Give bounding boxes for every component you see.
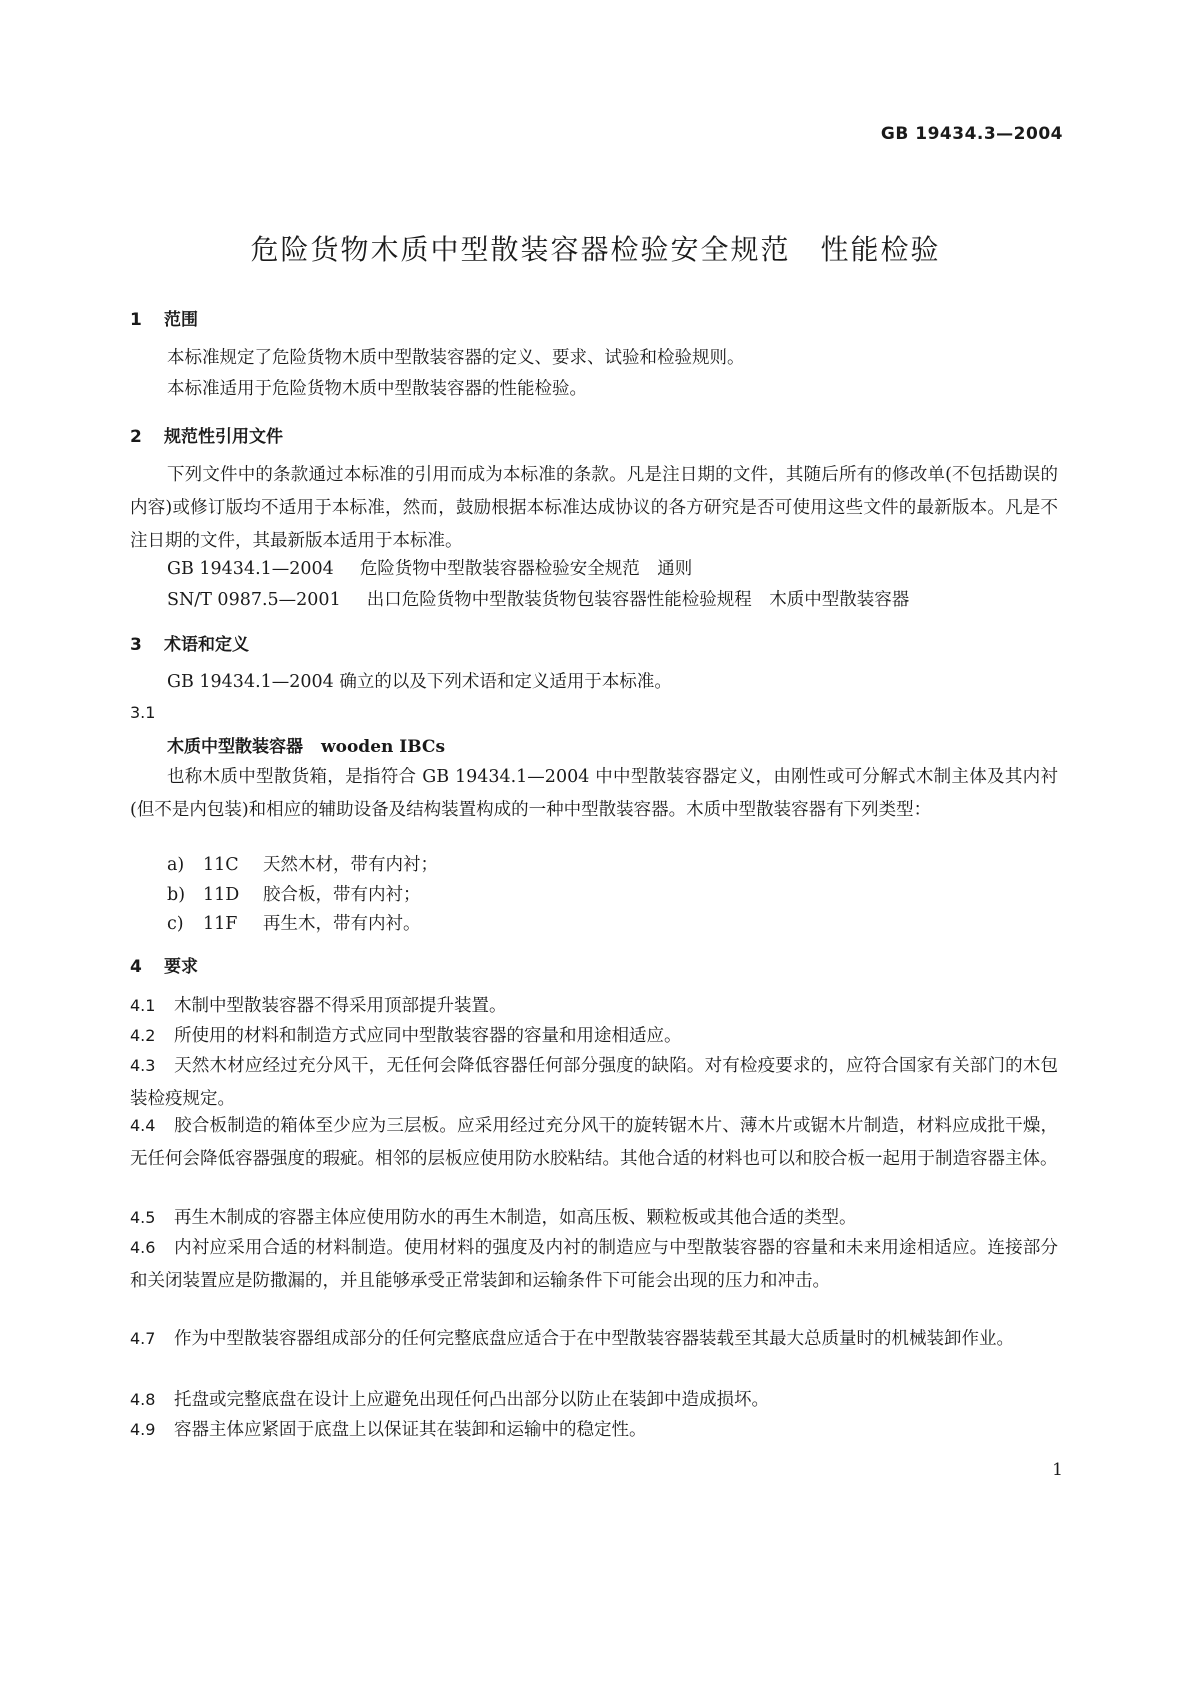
reference-code: SN/T 0987.5—2001 — [167, 590, 341, 610]
section-1-heading — [130, 305, 198, 330]
clause-text: 天然木材应经过充分风干，无任何会降低容器任何部分强度的缺陷。对有检疫要求的，应符合国家有关部门的木包装检疫规定。 — [130, 1056, 1058, 1109]
clause-number: 4.6 — [130, 1238, 156, 1257]
term-english: wooden IBCs — [321, 737, 446, 757]
type-desc: 天然木材，带有内衬； — [263, 855, 438, 875]
reference-title: 危险货物中型散装容器检验安全规范 通则 — [359, 559, 693, 579]
section-4-heading — [130, 952, 198, 977]
section-3-heading — [130, 630, 249, 655]
section-number: 3 — [130, 635, 142, 655]
clause-text: 胶合板制造的箱体至少应为三层板。应采用经过充分风干的旋转锯木片、薄木片或锯木片制造，材料应成批干燥，无任何会降低容器强度的瑕疵。相邻的层板应使用防水胶粘结。其他合适的材料也可以和胶合板一起用于制造容器主体。 — [130, 1116, 1058, 1169]
list-item — [167, 851, 438, 876]
clause-text: 再生木制成的容器主体应使用防水的再生木制造，如高压板、颗粒板或其他合适的类型。 — [174, 1208, 857, 1228]
paragraph: GB 19434.1—2004 确立的以及下列术语和定义适用于本标准。 — [167, 672, 672, 692]
list-item — [167, 910, 421, 935]
clause-4-7 — [130, 1322, 1058, 1356]
paragraph: 本标准适用于危险货物木质中型散装容器的性能检验。 — [167, 379, 587, 399]
type-desc: 再生木，带有内衬。 — [263, 914, 421, 934]
clause-4-8 — [130, 1383, 1058, 1417]
clause-4-9 — [130, 1413, 1058, 1447]
term-definition: 也称木质中型散货箱，是指符合 GB 19434.1—2004 中中型散装容器定义，由刚性或可分解式木制主体及其内衬(但不是内包装)和相应的辅助设备及结构装置构成的一种中型散装容器。木质中型散装容器有下列类型： — [130, 767, 1058, 820]
clause-text: 容器主体应紧固于底盘上以保证其在装卸和运输中的稳定性。 — [174, 1420, 647, 1440]
section-title: 范围 — [164, 310, 198, 330]
normative-reference — [167, 585, 909, 615]
clause-text: 所使用的材料和制造方式应同中型散装容器的容量和用途相适应。 — [174, 1026, 682, 1046]
clause-4-1 — [130, 989, 1058, 1023]
clause-4-2 — [130, 1019, 1058, 1053]
section-title: 规范性引用文件 — [164, 427, 283, 447]
paragraph: 下列文件中的条款通过本标准的引用而成为本标准的条款。凡是注日期的文件，其随后所有的修改单(不包括勘误的内容)或修订版均不适用于本标准，然而，鼓励根据本标准达成协议的各方研究是否可使用这些文件的最新版本。凡是不注日期的文件，其最新版本适用于本标准。 — [130, 465, 1058, 551]
type-code: 11C — [203, 855, 239, 875]
section-title: 要求 — [164, 957, 198, 977]
reference-code: GB 19434.1—2004 — [167, 559, 334, 579]
clause-4-6 — [130, 1231, 1058, 1298]
clause-number: 4.1 — [130, 996, 156, 1015]
clause-4-3 — [130, 1049, 1058, 1116]
section-number: 2 — [130, 427, 142, 447]
section-2-heading — [130, 422, 283, 447]
clause-number: 4.4 — [130, 1116, 156, 1135]
term-chinese: 木质中型散装容器 — [167, 737, 303, 757]
section-number: 1 — [130, 310, 142, 330]
section-title: 术语和定义 — [164, 635, 249, 655]
clause-text: 内衬应采用合适的材料制造。使用材料的强度及内衬的制造应与中型散装容器的容量和未来用途相适应。连接部分和关闭装置应是防撒漏的，并且能够承受正常装卸和运输条件下可能会出现的压力和冲击。 — [130, 1238, 1058, 1291]
list-label: b) — [167, 885, 186, 905]
clause-number: 4.2 — [130, 1026, 156, 1045]
reference-title: 出口危险货物中型散装货物包装容器性能检验规程 木质中型散装容器 — [366, 590, 910, 610]
normative-reference — [167, 554, 692, 584]
clause-4-4 — [130, 1109, 1058, 1176]
paragraph: 本标准规定了危险货物木质中型散装容器的定义、要求、试验和检验规则。 — [167, 348, 745, 368]
page-number: 1 — [1052, 1460, 1063, 1480]
clause-number: 4.7 — [130, 1329, 156, 1348]
term-entry — [167, 732, 445, 757]
clause-number: 4.5 — [130, 1208, 156, 1227]
clause-text: 木制中型散装容器不得采用顶部提升装置。 — [174, 996, 507, 1016]
clause-number: 4.3 — [130, 1056, 156, 1075]
standard-code: GB 19434.3—2004 — [880, 124, 1063, 144]
clause-text: 托盘或完整底盘在设计上应避免出现任何凸出部分以防止在装卸中造成损坏。 — [174, 1390, 769, 1410]
section-number: 4 — [130, 957, 142, 977]
clause-4-5 — [130, 1201, 1058, 1235]
clause-number: 4.9 — [130, 1420, 156, 1439]
type-code: 11F — [203, 914, 238, 934]
document-title: 危险货物木质中型散装容器检验安全规范 性能检验 — [250, 233, 941, 266]
list-item — [167, 881, 421, 906]
clause-number: 4.8 — [130, 1390, 156, 1409]
subclause-number: 3.1 — [130, 703, 156, 722]
list-label: c) — [167, 914, 184, 934]
type-desc: 胶合板，带有内衬； — [263, 885, 421, 905]
type-code: 11D — [203, 885, 240, 905]
list-label: a) — [167, 855, 185, 875]
clause-text: 作为中型散装容器组成部分的任何完整底盘应适合于在中型散装容器装载至其最大总质量时的机械装卸作业。 — [174, 1329, 1014, 1349]
